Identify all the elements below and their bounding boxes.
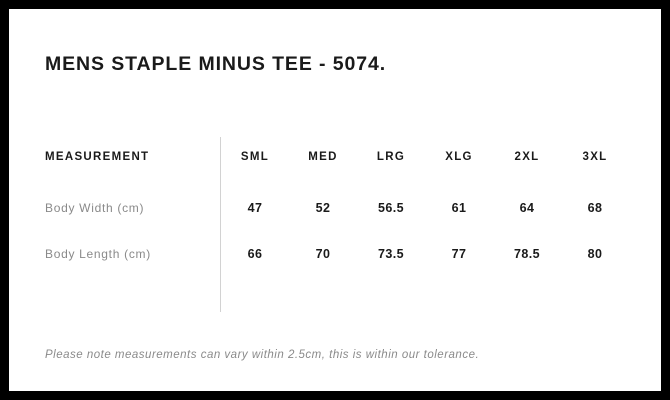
cell-body-length-xlg: 77: [451, 247, 467, 261]
cell-body-length-lrg: 73.5: [378, 247, 404, 261]
size-chart-page: [9, 9, 661, 391]
table-row: [45, 185, 629, 231]
column-header-lrg: LRG: [376, 151, 406, 163]
column-header-2xl: 2XL: [514, 151, 540, 163]
row-label-body-length: Body Length (cm): [45, 247, 151, 261]
cell-body-width-3xl: 68: [587, 201, 603, 215]
cell-body-width-2xl: 64: [519, 201, 535, 215]
table-header-row: [45, 129, 629, 185]
cell-body-length-2xl: 78.5: [514, 247, 540, 261]
column-header-sml: SML: [240, 151, 270, 163]
column-header-3xl: 3XL: [582, 151, 608, 163]
row-label-body-width: Body Width (cm): [45, 201, 145, 215]
cell-body-width-sml: 47: [247, 201, 263, 215]
size-table: [45, 129, 629, 277]
size-table-head: [45, 129, 629, 185]
cell-body-length-sml: 66: [247, 247, 263, 261]
table-row: [45, 231, 629, 277]
tolerance-note: Please note measurements can vary within 2.5cm, this is within our tolerance.: [45, 349, 480, 361]
cell-body-width-lrg: 56.5: [378, 201, 404, 215]
cell-body-length-med: 70: [315, 247, 331, 261]
cell-body-width-xlg: 61: [451, 201, 467, 215]
page-title: MENS STAPLE MINUS TEE - 5074.: [45, 53, 387, 75]
size-table-body: [45, 185, 629, 277]
column-header-xlg: XLG: [445, 151, 473, 163]
cell-body-length-3xl: 80: [587, 247, 603, 261]
column-header-med: MED: [308, 151, 338, 163]
size-table-container: [45, 129, 629, 277]
cell-body-width-med: 52: [315, 201, 331, 215]
column-header-measurement: MEASUREMENT: [45, 151, 150, 163]
